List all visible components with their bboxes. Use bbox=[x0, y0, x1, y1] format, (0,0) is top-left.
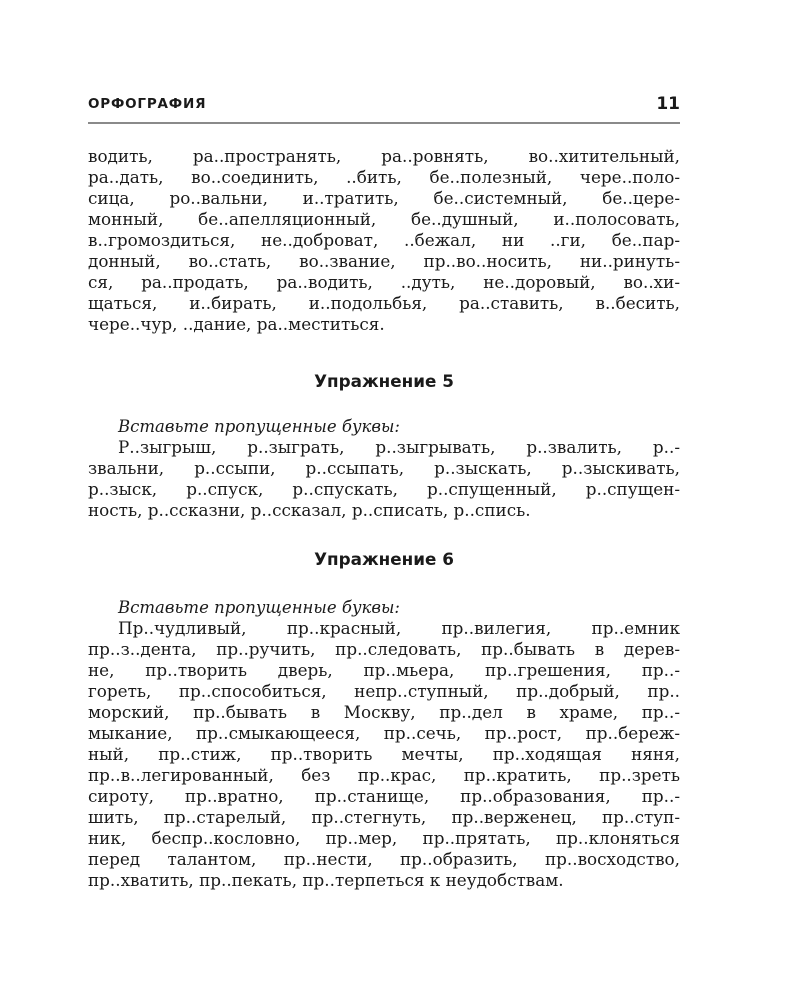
text-line: р..зыск, р..спуск, р..спускать, р..спущенный, р..спущен- bbox=[88, 479, 680, 499]
exercise-6-body bbox=[88, 597, 680, 891]
text-line: звальни, р..ссыпи, р..ссыпать, р..зыскать, р..зыскивать, bbox=[88, 458, 680, 478]
running-header bbox=[88, 94, 680, 126]
text-line: Пр..чудливый, пр..красный, пр..вилегия, пр..емник bbox=[118, 618, 680, 638]
text-line: чере..чур, ..дание, ра..меститься. bbox=[88, 314, 385, 334]
text-line: пр..з..дента, пр..ручить, пр..следовать, пр..бывать в дерев- bbox=[88, 639, 680, 659]
text-line: ность, р..ссказни, р..ссказал, р..списать, р..спись. bbox=[88, 500, 531, 520]
exercise-5-instruction: Вставьте пропущенные буквы: bbox=[118, 417, 400, 436]
exercise-6-heading: Упражнение 6 bbox=[314, 549, 454, 569]
text-line: сица, ро..вальни, и..тратить, бе..системный, бе..цере- bbox=[88, 188, 680, 208]
text-line: пр..в..легированный, без пр..крас, пр..кратить, пр..зреть bbox=[88, 765, 680, 785]
text-line: перед талантом, пр..нести, пр..образить, пр..восходство, bbox=[88, 849, 680, 869]
exercise-5-body bbox=[88, 416, 680, 521]
text-line: ник, беспр..кословно, пр..мер, пр..прятать, пр..клоняться bbox=[88, 828, 680, 848]
text-line: морский, пр..бывать в Москву, пр..дел в храме, пр..- bbox=[88, 702, 680, 722]
text-line: мыкание, пр..смыкающееся, пр..сечь, пр..рост, пр..береж- bbox=[88, 723, 680, 743]
section-title: ОРФОГРАФИЯ bbox=[88, 96, 207, 112]
text-line: Р..зыгрыш, р..зыграть, р..зыгрывать, р..звалить, р..- bbox=[118, 437, 680, 457]
header-divider bbox=[88, 122, 680, 124]
text-line: пр..хватить, пр..пекать, пр..терпеться к неудобствам. bbox=[88, 870, 564, 890]
text-line: ра..дать, во..соединить, ..бить, бе..полезный, чере..поло- bbox=[88, 167, 680, 187]
text-line: гореть, пр..способиться, непр..ступный, пр..добрый, пр.. bbox=[88, 681, 680, 701]
text-line: не, пр..творить дверь, пр..мьера, пр..грешения, пр..- bbox=[88, 660, 680, 680]
intro-paragraph bbox=[88, 146, 680, 335]
exercise-5-heading: Упражнение 5 bbox=[314, 371, 454, 391]
text-line: щаться, и..бирать, и..подольбья, ра..ставить, в..бесить, bbox=[88, 293, 680, 313]
text-line: в..громоздиться, не..доброват, ..бежал, ни ..ги, бе..пар- bbox=[88, 230, 680, 250]
text-line: шить, пр..старелый, пр..стегнуть, пр..верженец, пр..ступ- bbox=[88, 807, 680, 827]
text-line: ся, ра..продать, ра..водить, ..дуть, не..доровый, во..хи- bbox=[88, 272, 680, 292]
page-number: 11 bbox=[656, 94, 680, 114]
text-line: ный, пр..стиж, пр..творить мечты, пр..ходящая няня, bbox=[88, 744, 680, 764]
text-line: сироту, пр..вратно, пр..станище, пр..образования, пр..- bbox=[88, 786, 680, 806]
text-line: донный, во..стать, во..звание, пр..во..носить, ни..ринуть- bbox=[88, 251, 680, 271]
text-line: водить, ра..пространять, ра..ровнять, во..хитительный, bbox=[88, 146, 680, 166]
exercise-6-instruction: Вставьте пропущенные буквы: bbox=[118, 598, 400, 617]
text-line: монный, бе..апелляционный, бе..душный, и..полосовать, bbox=[88, 209, 680, 229]
